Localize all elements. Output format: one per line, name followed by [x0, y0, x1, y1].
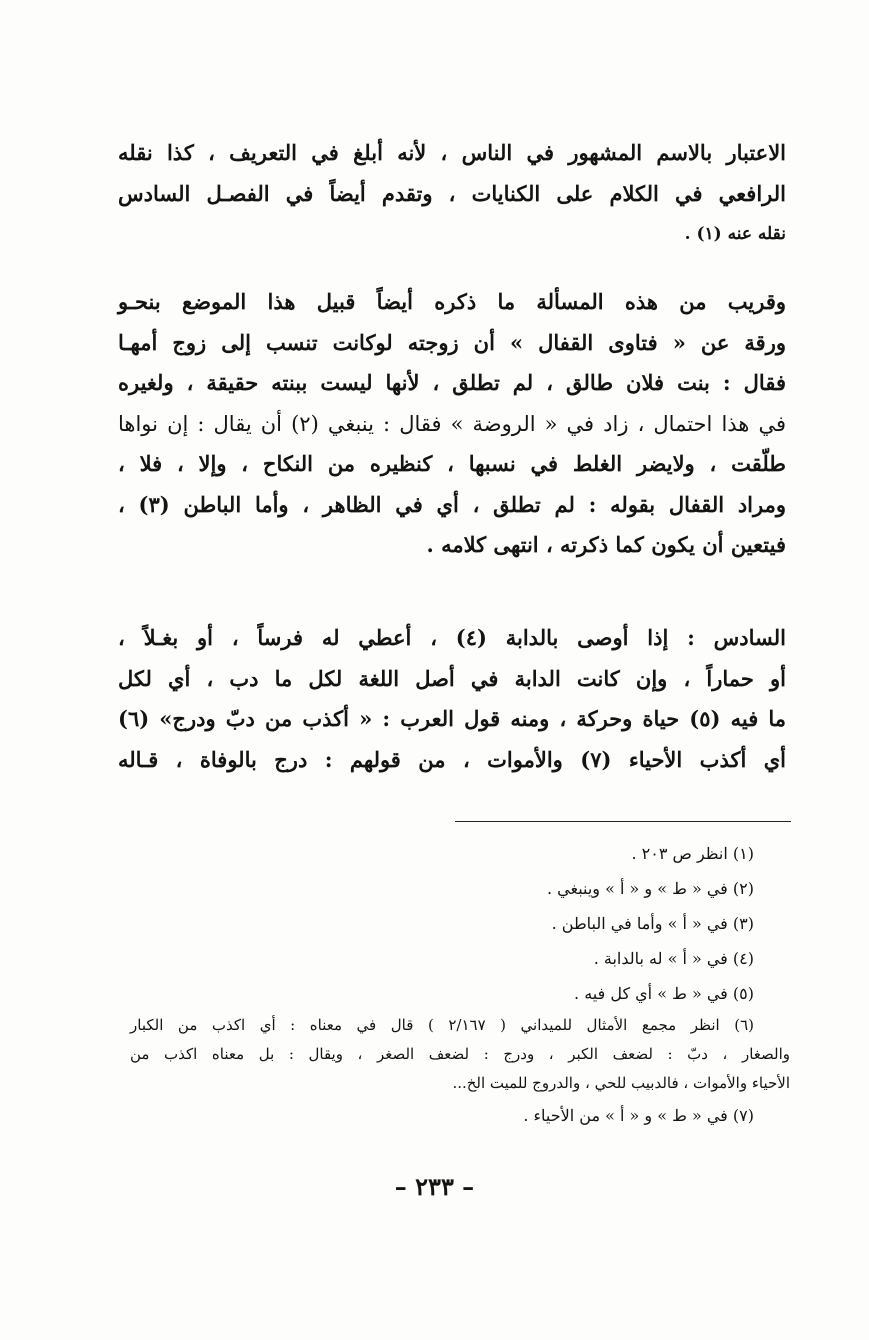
footnote-separator [455, 821, 791, 822]
text-line: أو حماراً ، وإن كانت الدابة في أصل اللغة لكل ما دب ، أي لكل [118, 665, 787, 691]
footnote-2: (٢) في « ط » و « أ » وينبغي . [546, 879, 754, 898]
text-line: ما فيه (٥) حياة وحركة ، ومنه قول العرب : « أكذب من دبّ ودرج» (٦) [118, 706, 787, 731]
text-line: في هذا احتمال ، زاد في « الروضة » فقال : ينبغي (٢) أن يقال : إن نواها [118, 411, 786, 436]
footnote-4: (٤) في « أ » له بالدابة . [593, 949, 754, 968]
text-line: الرافعي في الكلام على الكنايات ، وتقدم أيضاً في الفصـل السادس [118, 180, 786, 206]
text-line: الاعتبار بالاسم المشهور في الناس ، لأنه أبلغ في التعريف ، كذا نقله [118, 140, 786, 165]
text-line: ورقة عن « فتاوى القفال » أن زوجته لوكانت تنسب إلى زوج أمهـا [118, 329, 786, 355]
text-line: وقريب من هذه المسألة ما ذكره أيضاً قبيل هذا الموضع بنحـو [118, 289, 786, 314]
text-line: السادس : إذا أوصى بالدابة (٤) ، أعطي له فرساً ، أو بغـلاً ، [118, 625, 786, 650]
footnote-7: (٧) في « ط » و « أ » من الأحياء . [523, 1106, 754, 1125]
paragraph-2 [118, 282, 786, 566]
text-line: فقال : بنت فلان طالق ، لم تطلق ، لأنها ليست ببنته حقيقة ، ولغيره [118, 370, 786, 395]
footnote-6-line-2: والصغار ، دبّ : لضعف الكبر ، ودرج : لضعف الصغر ، ويقال : بل معناه اكذب من [130, 1045, 790, 1063]
text-line: طلّقت ، ولايضر الغلط في نسبها ، كنظيره من النكاح ، وإلا ، فلا ، [118, 451, 787, 476]
text-line: فيتعين أن يكون كما ذكرته ، انتهى كلامه . [426, 532, 786, 557]
footnote-5: (٥) في « ط » أي كل فيه . [574, 984, 754, 1003]
footnote-6-line-1: (٦) انظر مجمع الأمثال للميداني ( ٢/١٦٧ ) قال في معناه : أي اكذب من الكبار [130, 1016, 754, 1034]
paragraph-3 [118, 618, 786, 780]
footnote-6-line-3: الأحياء والأموات ، فالدبيب للحي ، والدروج للميت الخ... [452, 1074, 790, 1092]
page-number: – ٢٣٣ – [394, 1172, 475, 1201]
footnote-1: (١) انظر ص ٢٠٣ . [631, 844, 754, 863]
text-line: أي أكذب الأحياء (٧) والأموات ، من قولهم : درج بالوفاة ، قـاله [118, 746, 786, 772]
text-line: نقله عنه (١) . [684, 224, 786, 244]
paragraph-1 [118, 133, 786, 255]
footnote-3: (٣) في « أ » وأما في الباطن . [551, 914, 754, 933]
footnotes [130, 836, 790, 1133]
text-line: ومراد القفال بقوله : لم تطلق ، أي في الظاهر ، وأما الباطن (٣) ، [118, 491, 786, 517]
